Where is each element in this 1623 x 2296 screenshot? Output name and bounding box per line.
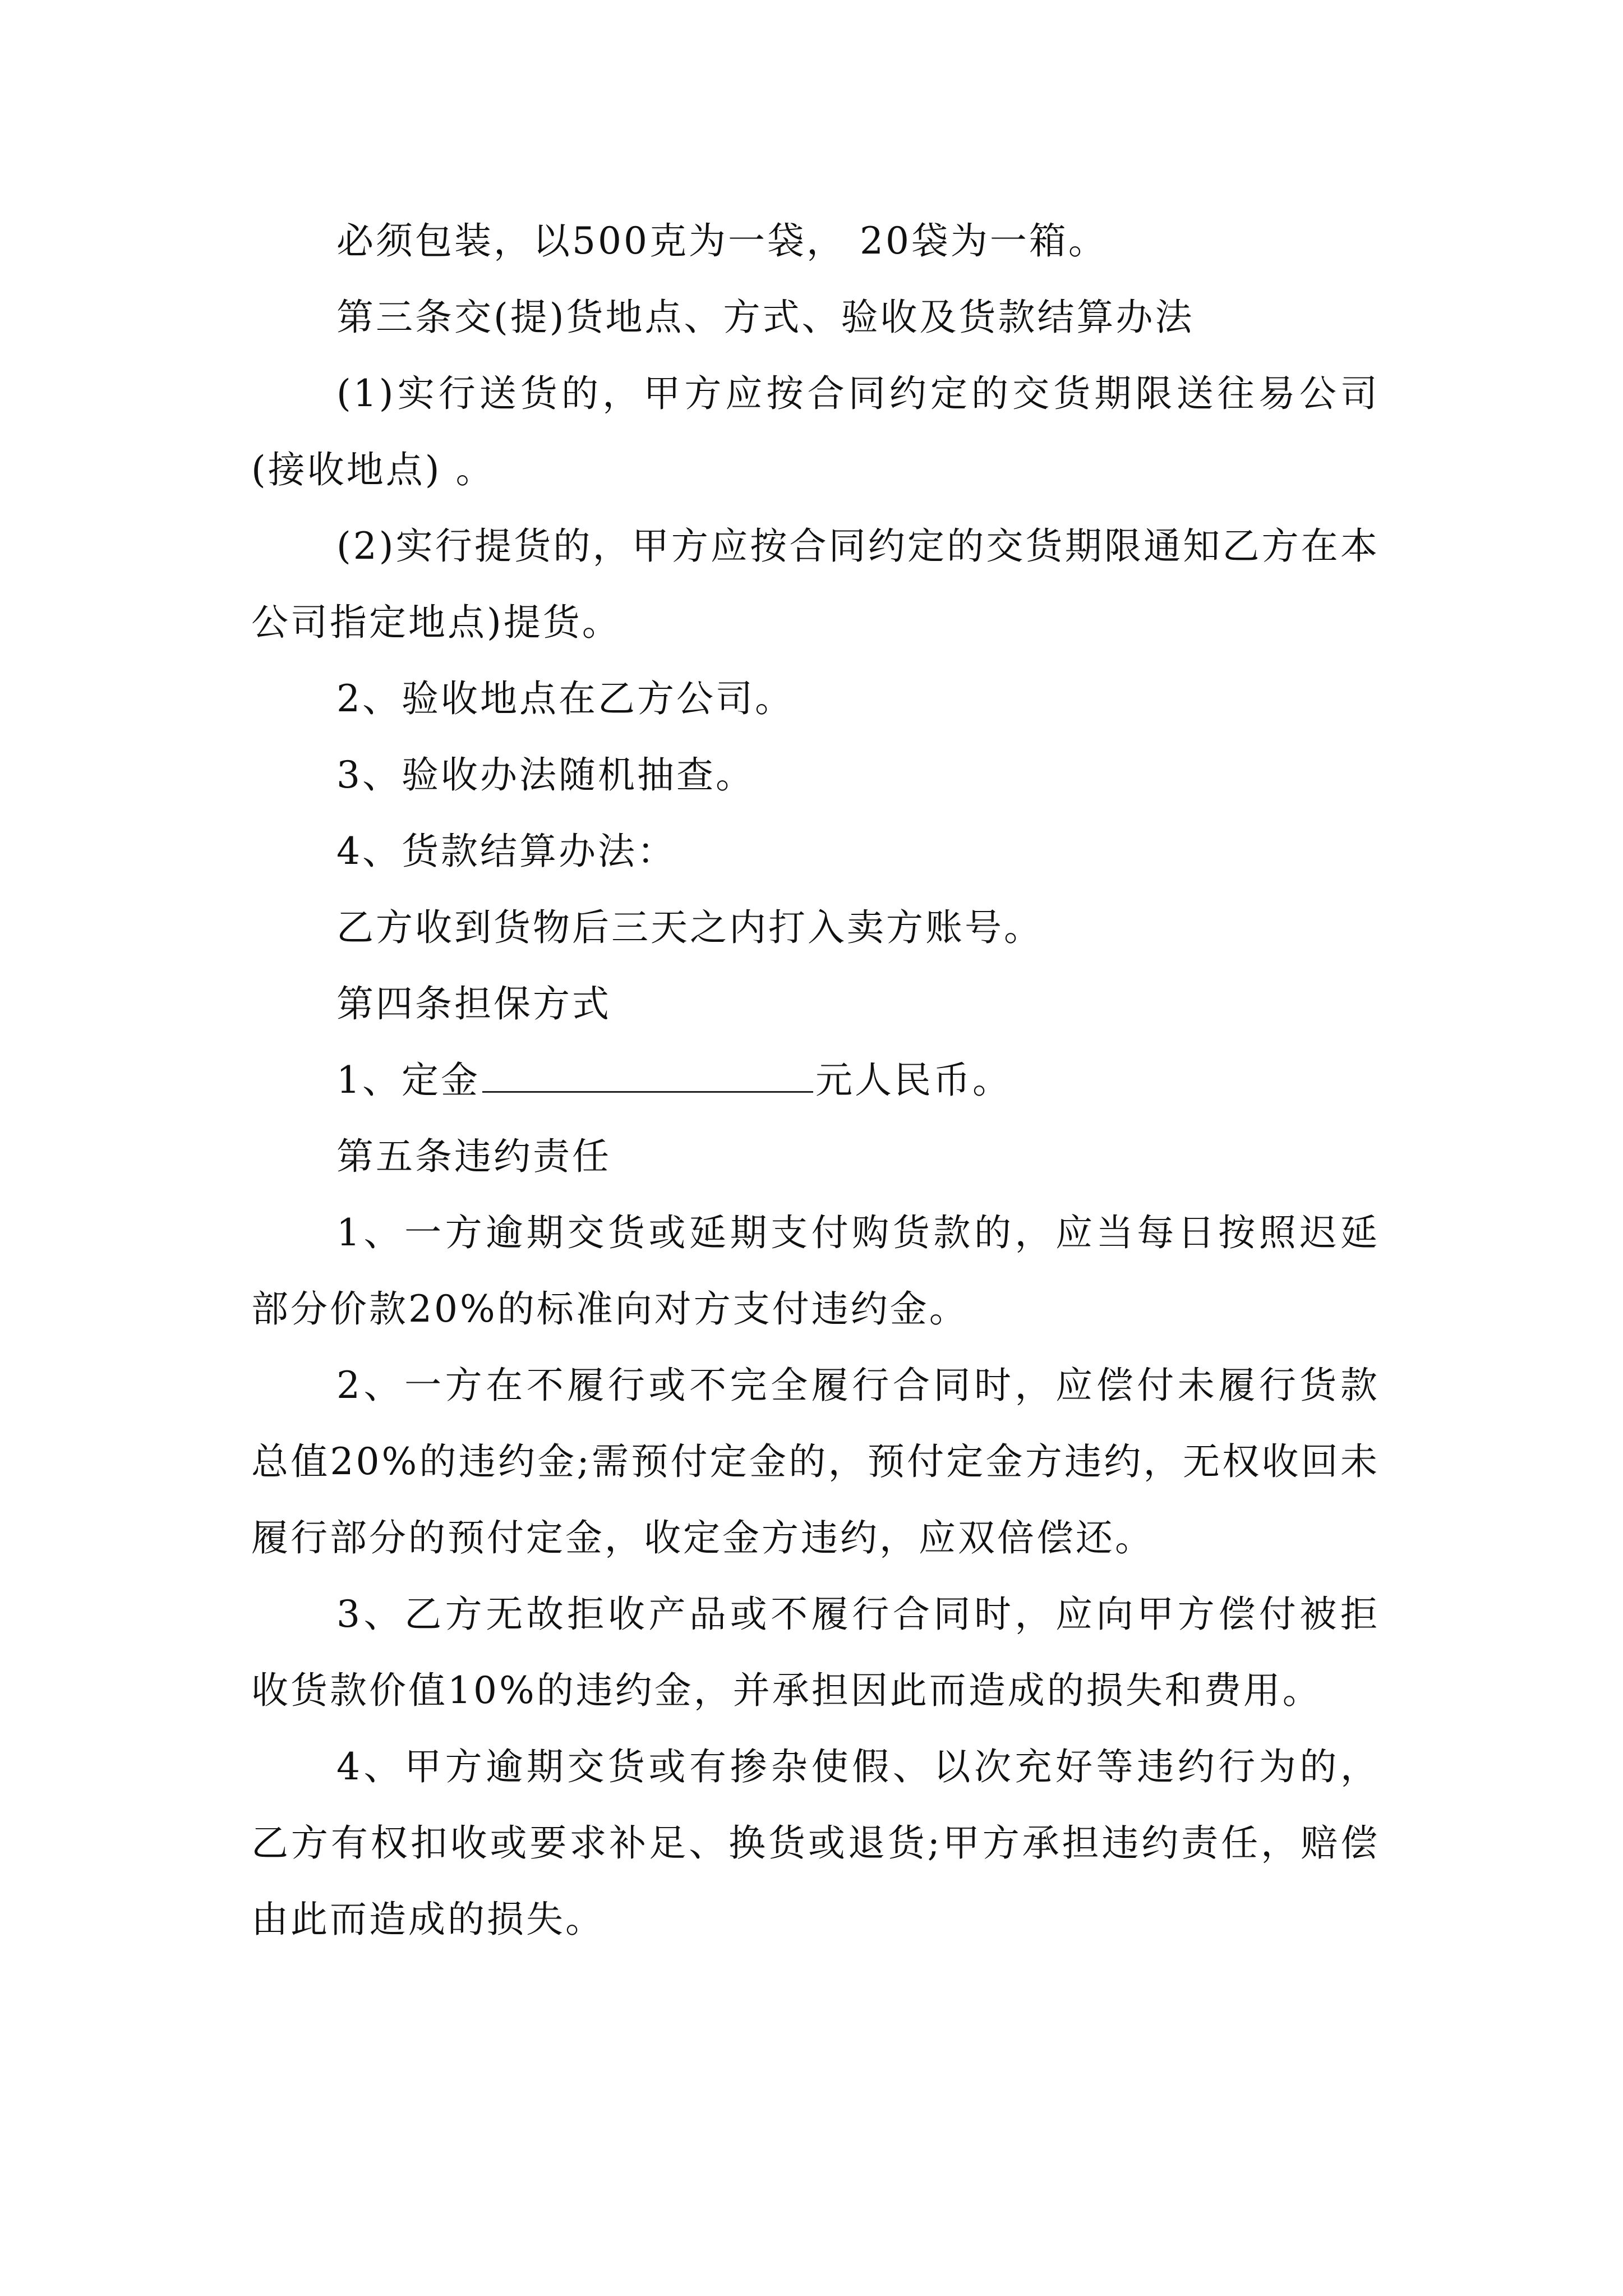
paragraph-settlement-heading: 4、货款结算办法： [336, 830, 676, 873]
document-body [251, 203, 1380, 1958]
heading-article-4: 第四条担保方式 [336, 982, 611, 1025]
paragraph-inspection-method: 3、验收办法随机抽查。 [336, 753, 755, 797]
paragraph-delivery: (1)实行送货的，甲方应按合同约定的交货期限送往易公司(接收地点) 。 [251, 372, 1380, 491]
paragraph-liability-2: 2、一方在不履行或不完全履行合同时，应偿付未履行货款总值20%的违约金;需预付定金的，预付定金方违约，无权收回未履行部分的预付定金，收定金方违约，应双倍偿还。 [251, 1364, 1380, 1559]
paragraph-settlement: 乙方收到货物后三天之内打入卖方账号。 [336, 906, 1043, 949]
deposit-amount-blank [482, 1057, 813, 1093]
heading-article-5: 第五条违约责任 [336, 1135, 611, 1178]
paragraph-liability-3: 3、乙方无故拒收产品或不履行合同时，应向甲方偿付被拒收货款价值10%的违约金，并承担因此而造成的损失和费用。 [251, 1593, 1380, 1712]
deposit-suffix: 元人民币。 [815, 1059, 1012, 1102]
paragraph-pickup: (2)实行提货的，甲方应按合同约定的交货期限通知乙方在本公司指定地点)提货。 [251, 524, 1380, 644]
paragraph-inspection-location: 2、验收地点在乙方公司。 [336, 677, 794, 720]
heading-article-3: 第三条交(提)货地点、方式、验收及货款结算办法 [336, 296, 1195, 339]
paragraph-liability-1: 1、一方逾期交货或延期支付购货款的，应当每日按照迟延部分价款20%的标准向对方支付违约金。 [251, 1211, 1380, 1331]
paragraph-packaging: 必须包装，以500克为一袋， 20袋为一箱。 [336, 219, 1108, 263]
paragraph-deposit [251, 1042, 1380, 1119]
paragraph-liability-4: 4、甲方逾期交货或有掺杂使假、以次充好等违约行为的，乙方有权扣收或要求补足、换货或退货;甲方承担违约责任，赔偿由此而造成的损失。 [251, 1745, 1380, 1941]
deposit-prefix: 1、定金 [336, 1059, 480, 1102]
